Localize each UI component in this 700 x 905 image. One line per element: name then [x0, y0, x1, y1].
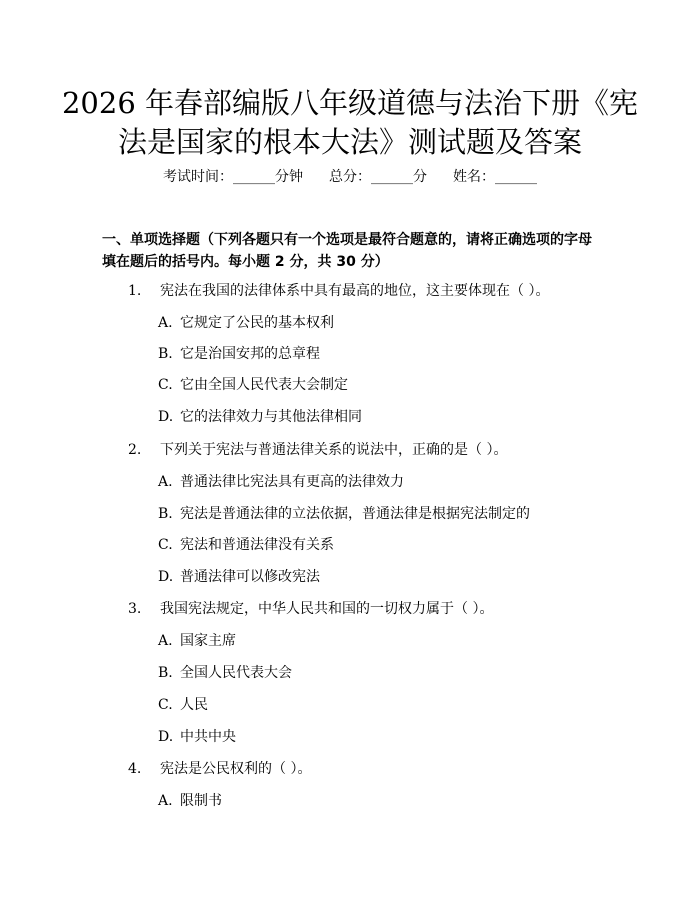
question-2-option-a: [158, 472, 404, 492]
question-text: 宪法在我国的法律体系中具有最高的地位，这主要体现在（ ）。: [160, 283, 550, 299]
option-letter: B.: [158, 346, 173, 362]
question-1-option-d: [158, 407, 362, 427]
option-letter: D.: [158, 729, 174, 745]
option-letter: A.: [158, 315, 173, 331]
section-heading-line-2: 填在题后的括号内。每小题 2 分，共 30 分）: [102, 254, 389, 270]
page-title-line-2: 法是国家的根本大法》测试题及答案: [117, 125, 582, 159]
question-1: [128, 281, 549, 301]
option-text: 人民: [180, 697, 208, 713]
question-text: 下列关于宪法与普通法律关系的说法中，正确的是（ ）。: [160, 442, 508, 458]
total-score-field: 总分：______分: [329, 169, 427, 185]
option-text: 宪法和普通法律没有关系: [180, 537, 334, 553]
question-1-option-a: [158, 313, 334, 333]
option-letter: A.: [158, 474, 173, 490]
exam-time-field: 考试时间：______分钟: [163, 169, 303, 185]
option-text: 它的法律效力与其他法律相同: [180, 409, 362, 425]
option-text: 中共中央: [180, 729, 236, 745]
option-letter: D.: [158, 409, 174, 425]
option-text: 宪法是普通法律的立法依据，普通法律是根据宪法制定的: [180, 506, 530, 522]
student-name-field: 姓名：______: [453, 169, 537, 185]
question-number: 3.: [128, 601, 142, 617]
option-letter: C.: [158, 697, 173, 713]
option-letter: B.: [158, 665, 173, 681]
option-letter: D.: [158, 569, 174, 585]
question-3: [128, 599, 493, 619]
option-text: 全国人民代表大会: [180, 665, 292, 681]
question-number: 2.: [128, 442, 142, 458]
option-letter: A.: [158, 633, 173, 649]
question-2-option-b: [158, 504, 530, 524]
option-text: 普通法律比宪法具有更高的法律效力: [180, 474, 404, 490]
option-text: 限制书: [180, 793, 222, 809]
option-text: 普通法律可以修改宪法: [180, 569, 320, 585]
question-number: 1.: [128, 283, 142, 299]
section-heading-line-1: 一、单项选择题（下列各题只有一个选项是最符合题意的，请将正确选项的字母: [102, 232, 592, 248]
option-letter: A.: [158, 793, 173, 809]
question-1-option-c: [158, 375, 348, 395]
question-4-option-a: [158, 791, 222, 811]
option-letter: C.: [158, 537, 173, 553]
question-2-option-c: [158, 535, 334, 555]
option-letter: B.: [158, 506, 173, 522]
question-2: [128, 440, 507, 460]
question-text: 我国宪法规定，中华人民共和国的一切权力属于（ ）。: [160, 601, 494, 617]
option-text: 国家主席: [180, 633, 236, 649]
option-letter: C.: [158, 377, 173, 393]
question-1-option-b: [158, 344, 320, 364]
exam-meta: [0, 166, 700, 188]
page-title-line-1: 2026 年春部编版八年级道德与法治下册《宪: [61, 86, 639, 120]
option-text: 它由全国人民代表大会制定: [180, 377, 348, 393]
question-4: [128, 759, 311, 779]
question-number: 4.: [128, 761, 142, 777]
option-text: 它是治国安邦的总章程: [180, 346, 320, 362]
question-3-option-b: [158, 663, 292, 683]
question-3-option-c: [158, 695, 208, 715]
question-3-option-d: [158, 727, 236, 747]
question-3-option-a: [158, 631, 236, 651]
question-2-option-d: [158, 567, 320, 587]
question-text: 宪法是公民权利的（ ）。: [160, 761, 312, 777]
option-text: 它规定了公民的基本权利: [180, 315, 334, 331]
